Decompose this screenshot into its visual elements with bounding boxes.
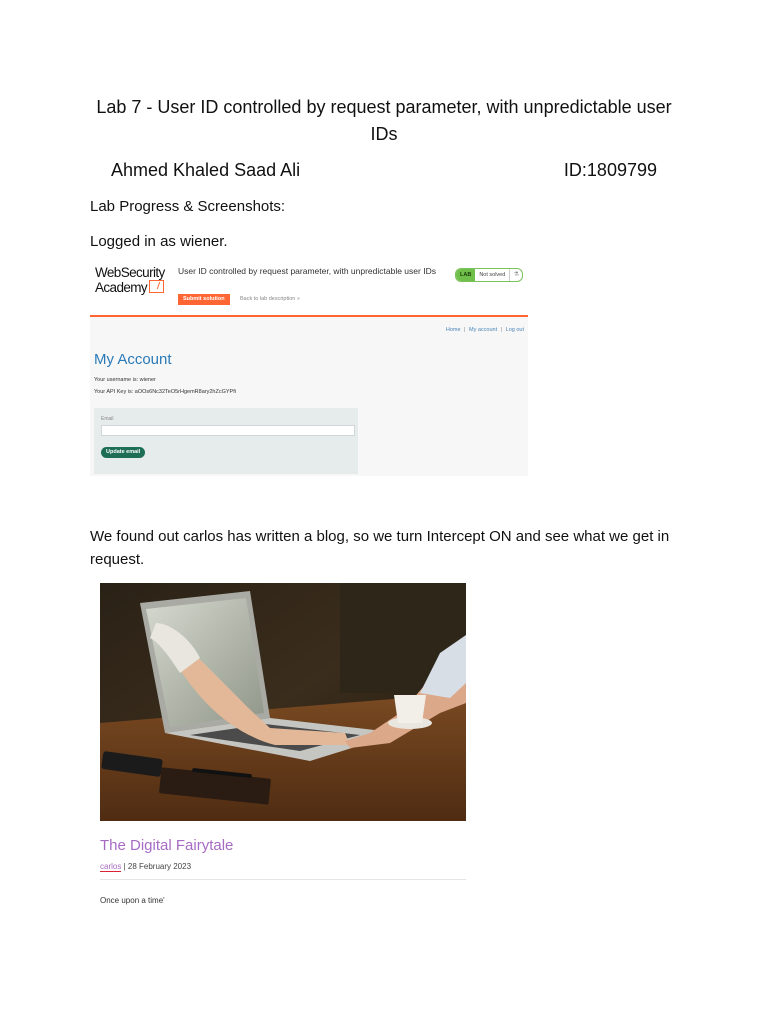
blog-author-link[interactable]: carlos (100, 862, 122, 871)
nav-home-link[interactable]: Home (445, 327, 461, 333)
api-key-line: Your API Key is: aOOs6Nc32TeO5rHgemR8ary2hZcGYPfi (94, 389, 236, 395)
lab-state: Not solved (479, 272, 506, 278)
blog-post-excerpt: Once upon a time' (100, 896, 165, 905)
blog-divider (100, 879, 466, 880)
blog-post-date: | 28 February 2023 (123, 862, 192, 871)
document-title: Lab 7 - User ID controlled by request parameter, with unpredictable user IDs (96, 97, 672, 144)
lab-status-badge (455, 268, 523, 282)
logo-line-2: Academy (95, 280, 148, 295)
section-heading: Lab Progress & Screenshots: (90, 198, 286, 215)
back-to-lab-description-link[interactable]: Back to lab description » (240, 296, 300, 302)
top-nav (446, 327, 524, 333)
caption-logged-in: Logged in as wiener. (90, 233, 228, 250)
flask-icon: ⚗ (509, 269, 522, 281)
nav-log-out-link[interactable]: Log out (505, 327, 524, 333)
email-field[interactable] (101, 425, 355, 436)
screenshot-blog-post (100, 583, 466, 913)
handshake-through-laptop-photo (100, 583, 466, 821)
nav-separator: | (500, 327, 503, 333)
page-title: My Account (94, 351, 172, 368)
wsa-header (90, 258, 528, 316)
lab-title: User ID controlled by request parameter, with unpredictable user IDs (178, 266, 436, 276)
username-line: Your username is: wiener (94, 377, 156, 383)
logo-bolt-icon (149, 280, 164, 293)
blog-post-meta (100, 862, 191, 871)
author-name: Ahmed Khaled Saad Ali (111, 160, 301, 180)
web-security-academy-logo[interactable] (95, 266, 175, 295)
lab-tag: LAB (456, 269, 475, 281)
update-email-button[interactable]: Update email (101, 447, 145, 458)
screenshot-my-account (90, 258, 528, 476)
logo-line-1: WebSecurity (95, 265, 165, 280)
student-id: ID:1809799 (563, 160, 657, 180)
submit-solution-button[interactable]: Submit solution (178, 294, 230, 305)
nav-my-account-link[interactable]: My account (469, 327, 498, 333)
author-row (111, 158, 657, 182)
email-form (94, 408, 358, 474)
blog-post-title: The Digital Fairytale (100, 837, 234, 854)
caption-intercept: We found out carlos has written a blog, so we turn Intercept ON and see what we get in request. (90, 528, 670, 568)
account-page (90, 317, 528, 476)
nav-separator: | (464, 327, 466, 333)
email-label: Email (101, 416, 114, 422)
